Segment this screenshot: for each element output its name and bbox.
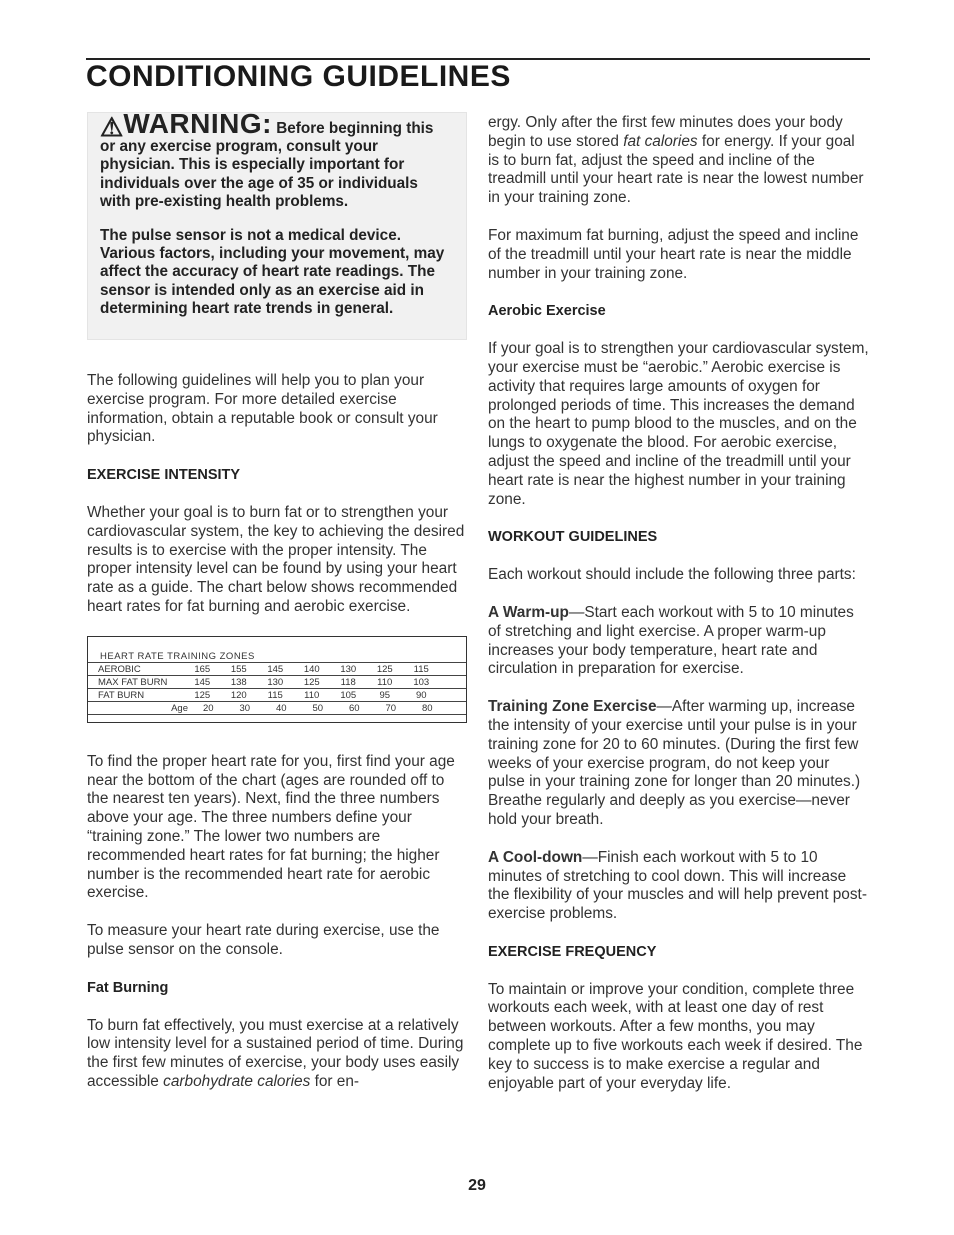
intensity-paragraph: Whether your goal is to burn fat or to strengthen your cardiovascular system, the key to achieving the desired results is to exercise with the proper intensity. The proper intensity level can be found by using your heart rate as a guide. The chart below shows recommended heart rates for fat burning and aerobic exercise.: [87, 503, 465, 615]
table-cell: 125: [376, 663, 393, 675]
age-cell: 80: [421, 702, 433, 714]
table-row: [88, 689, 466, 702]
table-cell: 155: [230, 663, 247, 675]
cooldown-lead: A Cool-down: [488, 848, 583, 866]
table-title: HEART RATE TRAINING ZONES: [88, 651, 466, 664]
warmup-text: —Start each workout with 5 to 10 minutes of stretching and light exercise. A proper warm-up increases your body temperature, heart rate and circulation in preparation for exercise.: [488, 603, 854, 678]
age-cell: 50: [312, 702, 324, 714]
age-cell: 40: [275, 702, 287, 714]
table-cell: 115: [413, 663, 429, 675]
cooldown-paragraph: [488, 849, 870, 924]
training-zone-text: —After warming up, increase the intensity of your exercise until your pulse is in your training zone for 20 to 60 minutes. (During the first few weeks of your exercise program, do not keep your pulse in your training zone for longer than 20 minutes.) Breathe regularly and deeply as you exercise—never hold your breath.: [488, 698, 861, 828]
training-zone-lead: Training Zone Exercise: [488, 698, 657, 716]
fat-text: To burn fat effectively, you must exercise at a relatively low intensity level for a sustained period of time. During the first few minutes of exercise, your body uses easily accessible: [87, 1016, 464, 1090]
table-row: [88, 663, 466, 676]
row-label: MAX FAT BURN: [98, 676, 168, 688]
aerobic-paragraph: If your goal is to strengthen your cardiovascular system, your exercise must be “aerobic.” Aerobic exercise is activity that requires large amounts of oxygen for prolonged periods of time. This increases the demand on the heart to pump blood to the muscles, and on the lungs to oxygenate the blood. For aerobic exercise, adjust the speed and incline of the treadmill until your heart rate is near the highest number in your training zone.: [488, 340, 869, 508]
fat-calories-term: fat calories: [623, 132, 698, 150]
fat-burning-paragraph: [87, 1017, 467, 1092]
cont-text-end: for energy. If your goal is to burn fat, adjust the speed and incline of the treadmill until your heart rate is near the lowest number in your training zone.: [488, 132, 864, 207]
table-cell: 115: [267, 689, 283, 701]
table-cell: 125: [303, 676, 320, 688]
workout-intro: Each workout should include the following three parts:: [488, 566, 856, 584]
carbohydrate-calories-term: carbohydrate calories: [163, 1072, 311, 1090]
table-cell: 110: [377, 676, 393, 688]
page-number: 29: [468, 1177, 486, 1194]
table-cell: 165: [194, 663, 211, 675]
warning-paragraph: [100, 108, 452, 211]
warning-heading: WARNING:: [123, 108, 272, 139]
table-cell: 145: [267, 663, 284, 675]
age-cell: 70: [385, 702, 397, 714]
training-zone-paragraph: [488, 698, 870, 830]
exercise-frequency-heading: EXERCISE FREQUENCY: [488, 943, 657, 960]
heart-rate-chart: [87, 636, 467, 723]
table-cell: 125: [194, 689, 211, 701]
table-cell: 103: [413, 676, 430, 688]
heart-rate-table: [88, 651, 466, 716]
age-cell: 30: [239, 702, 251, 714]
table-row: [88, 676, 466, 689]
cooldown-text: —Finish each workout with 5 to 10 minutes of stretching to cool down. This will increase the flexibility of your muscles and will help prevent post-exercise problems.: [488, 848, 867, 923]
table-cell: 90: [415, 689, 427, 701]
age-label: Age: [171, 702, 188, 714]
table-cell: 130: [340, 663, 357, 675]
fat-text-end: for en-: [310, 1072, 360, 1090]
page-title: CONDITIONING GUIDELINES: [86, 60, 511, 93]
warning-box: [87, 108, 467, 340]
find-heart-rate-paragraph: To find the proper heart rate for you, first find your age near the bottom of the chart (ages are rounded off to the nearest ten years). Next, find the three numbers above your age. The three numbers define your “training zone.” The lower two numbers are recommended heart rates for fat burning; the higher number is the recommended heart rate for aerobic exercise.: [87, 752, 455, 902]
table-cell: 120: [230, 689, 247, 701]
pulse-sensor-warning: The pulse sensor is not a medical device. Various factors, including your movement, may affect the accuracy of heart rate readings. The sensor is intended only as an exercise aid in determining heart rate trends in general.: [100, 227, 445, 317]
continuation-paragraph: [488, 114, 870, 208]
exercise-intensity-heading: EXERCISE INTENSITY: [87, 467, 241, 484]
table-cell: 110: [304, 689, 320, 701]
measure-paragraph: To measure your heart rate during exercise, use the pulse sensor on the console.: [87, 922, 440, 958]
row-label: AEROBIC: [98, 663, 141, 675]
age-cell: 60: [348, 702, 360, 714]
right-column: [488, 114, 870, 1112]
warning-triangle-icon: ⚠: [100, 112, 124, 142]
table-cell: 145: [194, 676, 211, 688]
age-cell: 20: [202, 702, 214, 714]
table-cell: 105: [340, 689, 357, 701]
row-label: FAT BURN: [98, 689, 145, 701]
cont-text: ergy. Only after the first few minutes does your body begin to use stored: [488, 114, 843, 150]
table-cell: 130: [267, 676, 284, 688]
workout-guidelines-heading: WORKOUT GUIDELINES: [488, 529, 658, 546]
warmup-lead: A Warm-up: [488, 603, 569, 621]
table-cell: 118: [340, 676, 356, 688]
frequency-paragraph: To maintain or improve your condition, complete three workouts each week, with at least one day of rest between workouts. After a few months, you may complete up to five workouts each week if desired. The key to success is to make exercise a regular and enjoyable part of your everyday life.: [488, 980, 863, 1092]
fat-burning-heading: Fat Burning: [87, 979, 169, 996]
table-cell: 95: [379, 689, 391, 701]
aerobic-heading: Aerobic Exercise: [488, 303, 606, 320]
table-cell: 140: [303, 663, 320, 675]
intro-paragraph: The following guidelines will help you to plan your exercise program. For more detailed exercise information, obtain a reputable book or consult your physician.: [87, 372, 438, 446]
max-fat-paragraph: For maximum fat burning, adjust the speed and incline of the treadmill until your heart rate is near the middle number in your training zone.: [488, 226, 859, 282]
age-row: [88, 702, 466, 715]
left-column: [87, 108, 467, 1111]
warmup-paragraph: [488, 604, 870, 679]
warning-text: Before beginning this or any exercise program, consult your physician. This is especially important for individuals over the age of 35 or individuals with pre-existing health problems.: [100, 120, 434, 210]
table-cell: 138: [230, 676, 247, 688]
